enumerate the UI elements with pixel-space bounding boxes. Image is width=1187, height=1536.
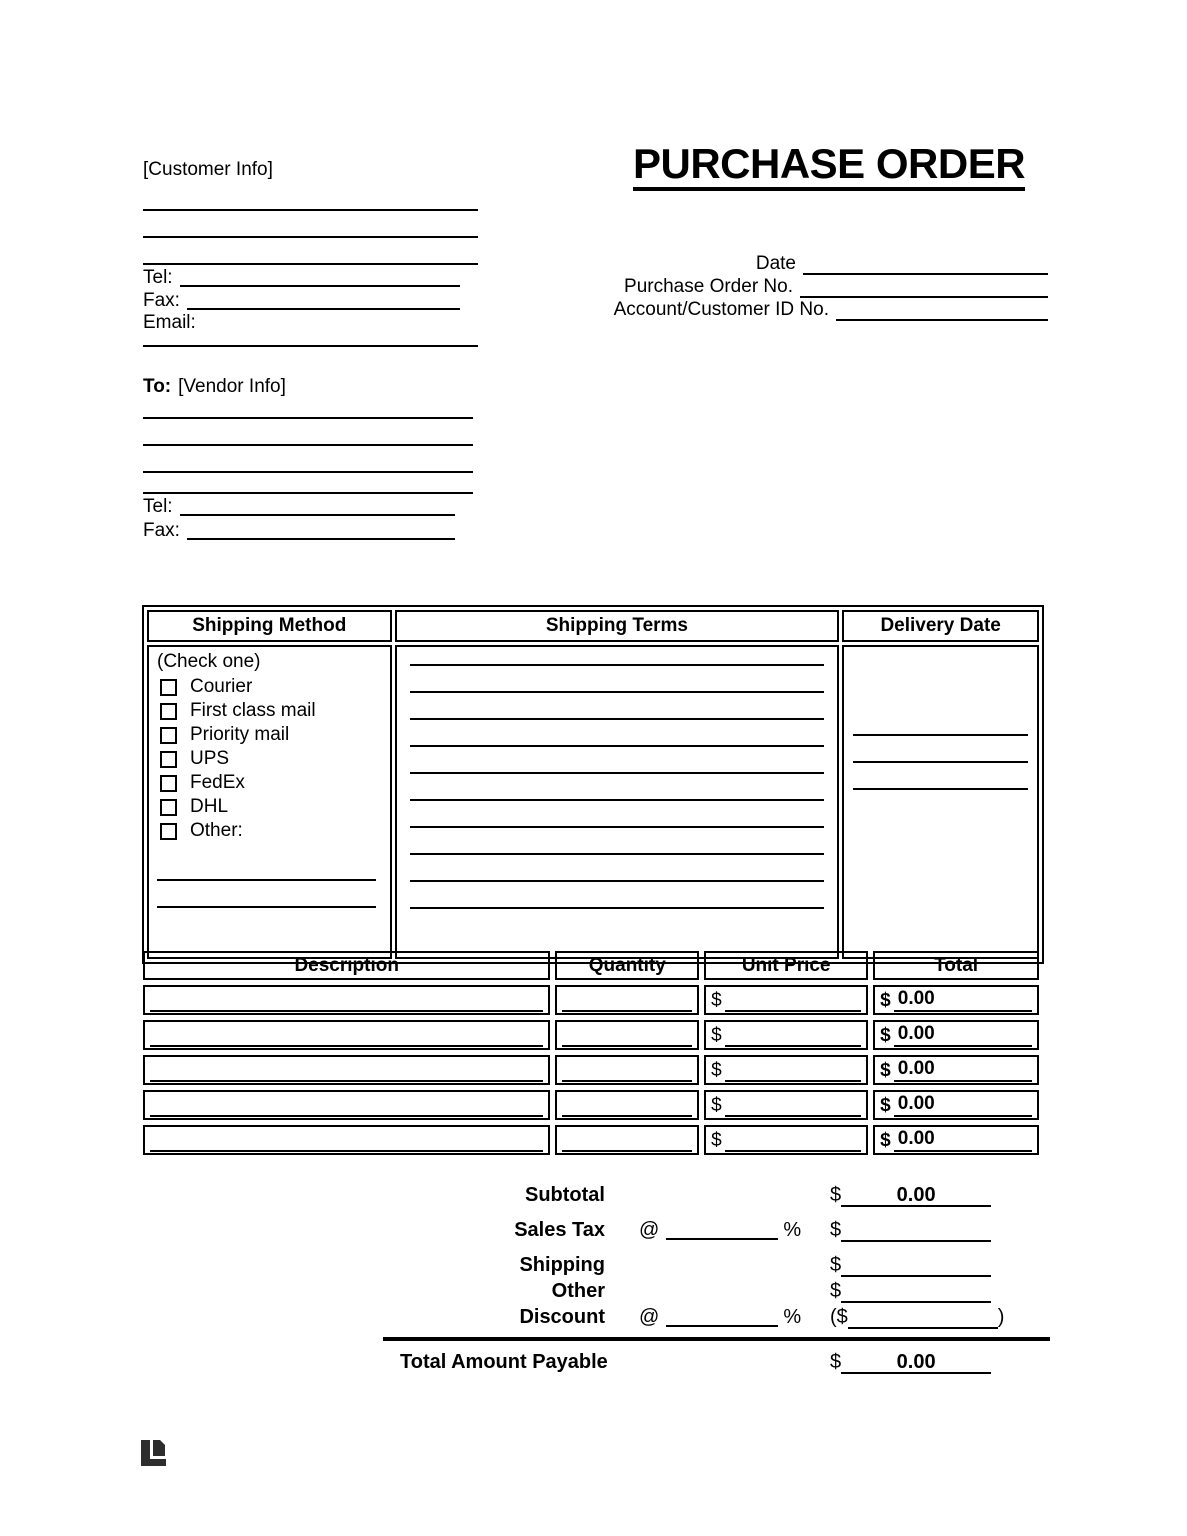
checkbox-ups[interactable] <box>160 751 177 768</box>
terms-fill-line-7 <box>410 801 825 828</box>
vendor-section <box>143 376 473 542</box>
at-symbol: @ <box>639 1219 660 1241</box>
total-fill-line <box>894 1058 1032 1082</box>
item-row-5 <box>143 1125 1039 1155</box>
vendor-blank-line-2 <box>143 419 473 446</box>
terms-fill-line-6 <box>410 774 825 801</box>
checkbox-courier[interactable] <box>160 679 177 696</box>
discount-row <box>383 1303 1050 1329</box>
check-one-label: (Check one) <box>157 651 261 672</box>
subtotal-label: Subtotal <box>525 1184 605 1206</box>
method-label-ups: UPS <box>190 748 230 769</box>
currency-symbol: $ <box>830 1184 842 1206</box>
shipping-fill-line <box>841 1253 991 1277</box>
checkbox-first-class-mail[interactable] <box>160 703 177 720</box>
item-row-4 <box>143 1090 1039 1120</box>
vendor-tel-label: Tel: <box>143 496 173 517</box>
sales-tax-row <box>383 1216 1050 1242</box>
total-amount-row <box>383 1348 1050 1374</box>
total-cell <box>873 1125 1039 1155</box>
unit-price-cell <box>704 1055 868 1085</box>
method-label-other: Other: <box>190 820 243 841</box>
terms-fill-line-8 <box>410 828 825 855</box>
checkbox-other[interactable] <box>160 823 177 840</box>
percent-symbol: % <box>783 1306 802 1328</box>
vendor-heading <box>143 376 473 400</box>
method-row-courier <box>157 675 384 699</box>
discount-fill-line <box>848 1305 998 1329</box>
unit-price-header: Unit Price <box>704 951 868 980</box>
customer-tel-label: Tel: <box>143 267 173 288</box>
unit-price-cell <box>704 1020 868 1050</box>
vendor-tel-row <box>143 494 473 518</box>
currency-symbol: $ <box>830 1254 842 1276</box>
currency-symbol: $ <box>711 1095 722 1116</box>
total-cell <box>873 1055 1039 1085</box>
account-id-fill-line <box>836 305 1048 321</box>
terms-fill-line-10 <box>410 882 825 909</box>
other-fill-line <box>841 1279 991 1303</box>
currency-symbol: $ <box>880 990 891 1011</box>
total-value: 0.00 <box>897 1128 935 1149</box>
other-row <box>383 1277 1050 1303</box>
currency-symbol: $ <box>830 1219 842 1241</box>
description-cell <box>143 985 550 1015</box>
total-amount-value: 0.00 <box>841 1350 991 1374</box>
page-title: PURCHASE ORDER <box>633 141 1025 191</box>
vendor-blank-line-1 <box>143 400 473 419</box>
legal-templates-logo-icon <box>137 1437 169 1469</box>
po-number-row <box>560 275 1048 298</box>
quantity-cell <box>555 1090 699 1120</box>
unit-price-cell <box>704 1125 868 1155</box>
vendor-fax-fill-line <box>187 522 455 540</box>
method-row-priority-mail <box>157 723 384 747</box>
quantity-header: Quantity <box>555 951 699 980</box>
currency-symbol: $ <box>711 1060 722 1081</box>
currency-symbol: $ <box>711 1025 722 1046</box>
currency-symbol: $ <box>711 1130 722 1151</box>
description-fill-line <box>150 1010 543 1012</box>
shipping-method-cell <box>147 645 392 959</box>
vendor-info-label: [Vendor Info] <box>178 376 286 397</box>
customer-tel-row <box>143 265 478 289</box>
currency-symbol: $ <box>830 1280 842 1302</box>
customer-blank-line-1 <box>143 183 478 211</box>
other-fill-line-1 <box>157 857 376 881</box>
description-cell <box>143 1020 550 1050</box>
shipping-row <box>383 1251 1050 1277</box>
currency-symbol: $ <box>830 1351 842 1373</box>
shipping-terms-cell <box>395 645 840 959</box>
delivery-date-fill-line-3 <box>853 763 1028 790</box>
vendor-blank-line-4 <box>143 473 473 494</box>
total-fill-line <box>894 1023 1032 1047</box>
percent-symbol: % <box>783 1219 802 1241</box>
currency-symbol: $ <box>711 990 722 1011</box>
total-fill-line <box>894 988 1032 1012</box>
method-row-other <box>157 819 384 843</box>
unit-price-fill-line <box>725 988 861 1012</box>
unit-price-cell <box>704 985 868 1015</box>
terms-fill-line-5 <box>410 747 825 774</box>
description-fill-line <box>150 1080 543 1082</box>
subtotal-row <box>383 1181 1050 1207</box>
shipping-table <box>142 605 1044 964</box>
vendor-tel-fill-line <box>180 498 455 516</box>
checkbox-priority-mail[interactable] <box>160 727 177 744</box>
sales-tax-rate-fill-line <box>666 1224 778 1240</box>
currency-symbol: $ <box>880 1095 891 1116</box>
customer-blank-line-2 <box>143 211 478 238</box>
quantity-cell <box>555 1055 699 1085</box>
description-fill-line <box>150 1045 543 1047</box>
customer-blank-line-3 <box>143 238 478 265</box>
vendor-fax-label: Fax: <box>143 520 180 541</box>
quantity-cell <box>555 1020 699 1050</box>
close-paren: ) <box>997 1306 1005 1328</box>
subtotal-value: 0.00 <box>841 1183 991 1207</box>
item-row-2 <box>143 1020 1039 1050</box>
po-number-fill-line <box>800 282 1048 298</box>
terms-fill-line-1 <box>410 647 825 666</box>
customer-fax-row <box>143 289 478 312</box>
total-cell <box>873 985 1039 1015</box>
account-id-label: Account/Customer ID No. <box>613 299 829 320</box>
at-symbol: @ <box>639 1306 660 1328</box>
total-value: 0.00 <box>897 1058 935 1079</box>
customer-tel-fill-line <box>180 269 460 287</box>
item-row-1 <box>143 985 1039 1015</box>
date-row <box>560 252 1048 275</box>
customer-email-fill-line <box>143 336 478 347</box>
order-meta-section <box>560 252 1048 321</box>
date-label: Date <box>755 253 796 274</box>
other-label: Other <box>551 1280 605 1302</box>
quantity-cell <box>555 1125 699 1155</box>
unit-price-fill-line <box>725 1093 861 1117</box>
currency-symbol: $ <box>880 1060 891 1081</box>
summary-divider <box>383 1337 1050 1341</box>
date-fill-line <box>803 259 1048 275</box>
method-label-dhl: DHL <box>190 796 229 817</box>
currency-symbol: $ <box>880 1025 891 1046</box>
total-fill-line <box>894 1128 1032 1152</box>
delivery-date-fill-line-2 <box>853 736 1028 763</box>
method-label-priority-mail: Priority mail <box>190 724 290 745</box>
terms-fill-line-2 <box>410 666 825 693</box>
discount-label: Discount <box>519 1306 605 1328</box>
description-fill-line <box>150 1150 543 1152</box>
customer-fax-label: Fax: <box>143 290 180 311</box>
quantity-fill-line <box>562 1115 692 1117</box>
terms-fill-line-9 <box>410 855 825 882</box>
account-id-row <box>560 298 1048 321</box>
vendor-to-label: To: <box>143 376 172 397</box>
delivery-date-fill-line-1 <box>853 709 1028 736</box>
total-value: 0.00 <box>897 988 935 1009</box>
customer-info-section <box>143 159 478 347</box>
total-cell <box>873 1090 1039 1120</box>
line-items-table <box>138 946 1044 1160</box>
unit-price-fill-line <box>725 1058 861 1082</box>
summary-section <box>383 1181 1050 1374</box>
total-value: 0.00 <box>897 1023 935 1044</box>
checkbox-fedex[interactable] <box>160 775 177 792</box>
other-fill-line-2 <box>157 884 376 908</box>
total-amount-label: Total Amount Payable <box>400 1351 608 1373</box>
discount-rate-fill-line <box>666 1311 778 1327</box>
method-row-ups <box>157 747 384 771</box>
terms-fill-line-4 <box>410 720 825 747</box>
delivery-date-header: Delivery Date <box>842 610 1039 642</box>
currency-symbol: $ <box>880 1130 891 1151</box>
item-row-3 <box>143 1055 1039 1085</box>
shipping-method-header: Shipping Method <box>147 610 392 642</box>
total-value: 0.00 <box>897 1093 935 1114</box>
customer-email-label: Email: <box>143 312 196 333</box>
description-header: Description <box>143 951 550 980</box>
checkbox-dhl[interactable] <box>160 799 177 816</box>
method-label-fedex: FedEx <box>190 772 245 793</box>
method-label-first-class-mail: First class mail <box>190 700 316 721</box>
quantity-fill-line <box>562 1150 692 1152</box>
quantity-fill-line <box>562 1080 692 1082</box>
customer-fax-fill-line <box>187 292 460 310</box>
sales-tax-label: Sales Tax <box>514 1219 605 1241</box>
quantity-fill-line <box>562 1010 692 1012</box>
open-paren-currency: ($ <box>830 1306 848 1328</box>
method-row-dhl <box>157 795 384 819</box>
total-header: Total <box>873 951 1039 980</box>
unit-price-fill-line <box>725 1128 861 1152</box>
sales-tax-fill-line <box>841 1218 991 1242</box>
description-cell <box>143 1055 550 1085</box>
unit-price-fill-line <box>725 1023 861 1047</box>
customer-info-label: [Customer Info] <box>143 159 273 180</box>
total-fill-line <box>894 1093 1032 1117</box>
description-cell <box>143 1125 550 1155</box>
total-cell <box>873 1020 1039 1050</box>
shipping-label: Shipping <box>519 1254 605 1276</box>
delivery-date-cell <box>842 645 1039 959</box>
po-number-label: Purchase Order No. <box>624 276 793 297</box>
method-label-courier: Courier <box>190 676 253 697</box>
description-fill-line <box>150 1115 543 1117</box>
method-row-fedex <box>157 771 384 795</box>
vendor-blank-line-3 <box>143 446 473 473</box>
quantity-fill-line <box>562 1045 692 1047</box>
description-cell <box>143 1090 550 1120</box>
terms-fill-line-3 <box>410 693 825 720</box>
vendor-fax-row <box>143 518 473 542</box>
unit-price-cell <box>704 1090 868 1120</box>
shipping-terms-header: Shipping Terms <box>395 610 840 642</box>
quantity-cell <box>555 985 699 1015</box>
method-row-first-class-mail <box>157 699 384 723</box>
